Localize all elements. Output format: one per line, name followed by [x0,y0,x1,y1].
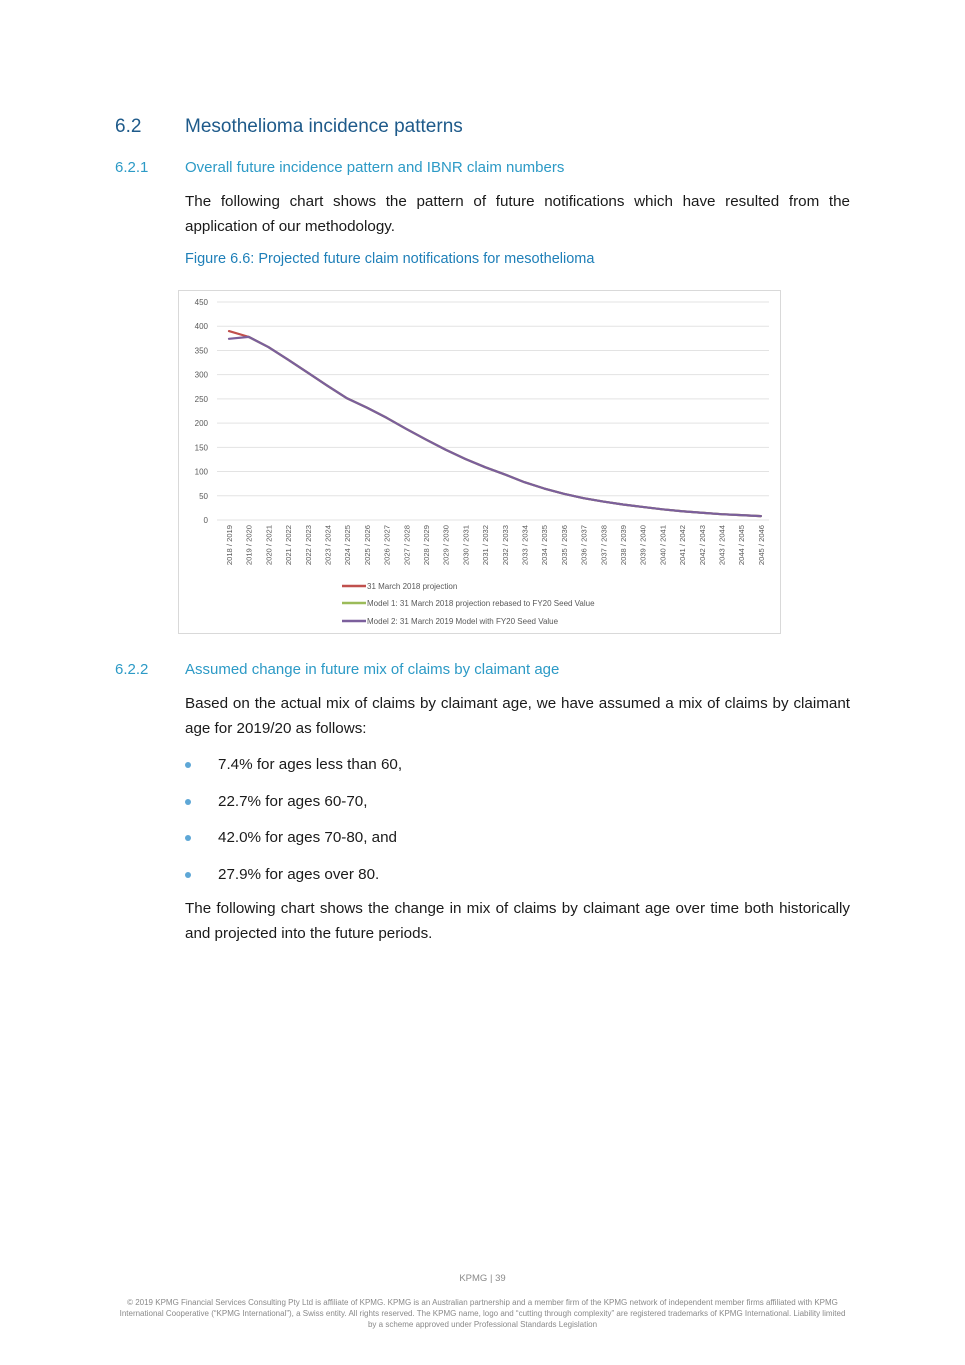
y-tick-label: 50 [199,491,208,501]
x-tick-label: 2038 / 2039 [619,525,628,566]
page-number: KPMG | 39 [459,1273,506,1284]
x-tick-label: 2019 / 2020 [244,525,254,566]
legal-notice: © 2019 KPMG Financial Services Consulting Pty Ltd is affiliate of KPMG. KPMG is an Australian partnership and a member firm of the KPMG network of independent member firms affiliated with KPMG International Cooperative (“KPMG International”), a Swiss entity. All rights reserved. The KPMG name, logo and “cutting through complexity” are registered trademarks of KPMG International. Liability limited by a scheme approved under Professional Standards Legislation [119,1298,846,1329]
legend-label: Model 1: 31 March 2018 projection rebased to FY20 Seed Value [367,599,595,608]
y-axis-ticks [195,298,209,525]
x-tick-label: 2041 / 2042 [678,525,688,566]
subsection-title: Assumed change in future mix of claims by claimant age [185,661,560,678]
x-tick-label: 2028 / 2029 [422,525,431,566]
x-tick-label: 2022 / 2023 [303,525,313,566]
bullet-text: 27.9% for ages over 80. [218,866,380,883]
x-tick-label: 2039 / 2040 [638,525,648,566]
y-tick-label: 350 [194,346,208,356]
section-number: 6.2 [115,116,142,137]
series-line-3 [229,337,761,516]
x-tick-label: 2040 / 2041 [658,525,668,566]
bullet-text: 7.4% for ages less than 60, [218,756,403,773]
x-tick-label: 2043 / 2044 [717,525,727,566]
x-tick-label: 2045 / 2046 [756,525,766,566]
closing-paragraph: The following chart shows the change in mix of claims by claimant age over time both historically and projected into the future periods. [185,900,850,942]
x-tick-label: 2024 / 2025 [343,525,353,566]
x-tick-label: 2032 / 2033 [500,525,510,566]
x-tick-label: 2042 / 2043 [697,525,707,566]
x-tick-label: 2034 / 2035 [540,525,550,566]
subsection-number: 6.2.2 [115,661,149,678]
y-tick-label: 100 [194,467,208,477]
x-tick-label: 2029 / 2030 [441,525,451,566]
y-tick-label: 400 [194,322,208,332]
bullet-dot-icon [185,799,191,805]
bullet-dot-icon [185,872,191,878]
x-tick-label: 2037 / 2038 [599,525,609,566]
x-axis-ticks [225,525,766,565]
gridlines [217,302,769,520]
x-tick-label: 2025 / 2026 [362,525,372,566]
bullet-dot-icon [185,835,191,841]
intro-paragraph: The following chart shows the pattern of future notifications which have resulted from the application of our methodology. [185,193,850,235]
x-tick-label: 2020 / 2021 [264,525,274,566]
chart-svg [179,291,782,635]
y-tick-label: 450 [194,298,208,307]
x-tick-label: 2021 / 2022 [284,525,294,566]
subsection-title: Overall future incidence pattern and IBNR claim numbers [185,159,565,176]
line-chart [178,290,781,634]
x-tick-label: 2035 / 2036 [559,525,569,566]
y-tick-label: 200 [194,419,208,429]
figure-caption: Figure 6.6: Projected future claim notifications for mesothelioma [185,251,595,267]
y-tick-label: 150 [194,443,208,453]
subsection-number: 6.2.1 [115,159,149,176]
x-tick-label: 2031 / 2032 [481,525,491,566]
legend-label: 31 March 2018 projection [367,582,458,591]
y-tick-label: 300 [194,370,208,380]
x-tick-label: 2044 / 2045 [737,525,747,566]
y-tick-label: 250 [194,394,208,404]
bullet-text: 42.0% for ages 70-80, and [218,829,398,846]
x-tick-label: 2030 / 2031 [461,525,471,566]
bullet-dot-icon [185,762,191,768]
x-tick-label: 2023 / 2024 [323,525,333,566]
bullet-text: 22.7% for ages 60-70, [218,793,368,810]
legend [342,582,595,626]
y-tick-label: 0 [203,516,208,525]
mix-paragraph: Based on the actual mix of claims by claimant age, we have assumed a mix of claims by claimant age for 2019/20 as follows: [185,695,850,737]
x-tick-label: 2036 / 2037 [579,525,589,566]
x-tick-label: 2033 / 2034 [520,525,530,566]
x-tick-label: 2018 / 2019 [225,525,234,566]
x-tick-label: 2026 / 2027 [382,525,392,566]
series-line-2 [249,337,761,516]
x-tick-label: 2027 / 2028 [402,525,412,566]
section-title: Mesothelioma incidence patterns [185,116,463,137]
legend-label: Model 2: 31 March 2019 Model with FY20 Seed Value [367,617,559,626]
